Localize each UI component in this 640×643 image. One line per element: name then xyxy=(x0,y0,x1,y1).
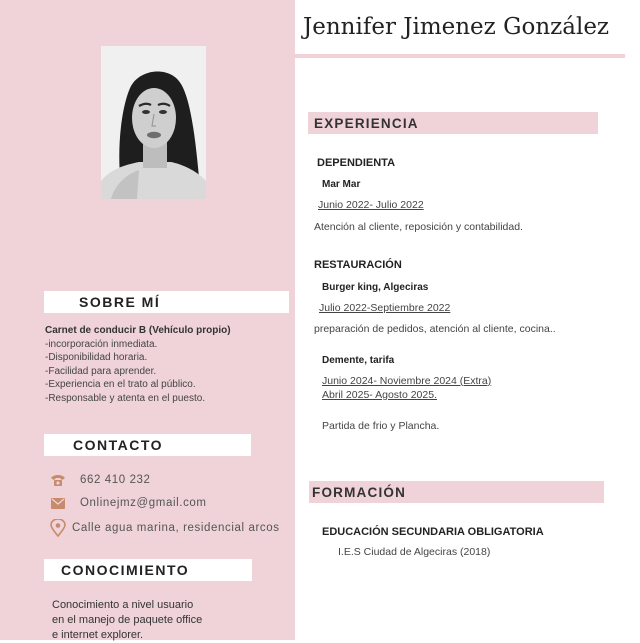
experience-heading-label: EXPERIENCIA xyxy=(314,115,419,131)
education-degree: EDUCACIÓN SECUNDARIA OBLIGATORIA xyxy=(322,526,544,538)
contact-heading xyxy=(44,434,251,456)
driving-license: Carnet de conducir B (Vehículo propio) xyxy=(45,325,231,336)
name-underline xyxy=(295,54,625,58)
knowledge-line: Conocimiento a nivel usuario xyxy=(52,599,194,611)
job-title: RESTAURACIÓN xyxy=(314,259,402,271)
job-company: Burger king, Algeciras xyxy=(322,282,429,293)
about-text xyxy=(45,324,231,406)
job-company: Demente, tarifa xyxy=(322,355,395,366)
job-dates: Junio 2022- Julio 2022 xyxy=(318,199,424,211)
education-school: I.E.S Ciudad de Algeciras (2018) xyxy=(338,546,491,558)
contact-phone xyxy=(50,472,151,488)
phone-icon xyxy=(50,472,66,488)
about-item: -Experiencia en el trato al público. xyxy=(45,379,196,391)
phone-number: 662 410 232 xyxy=(80,474,151,486)
job-description: Partida de frio y Plancha. xyxy=(322,420,440,432)
job-title: DEPENDIENTA xyxy=(317,157,396,169)
about-item: -Facilidad para aprender. xyxy=(45,365,157,377)
street-address: Calle agua marina, residencial arcos xyxy=(72,522,280,534)
education-heading-label: FORMACIÓN xyxy=(312,484,407,500)
job-dates: Julio 2022-Septiembre 2022 xyxy=(319,302,451,314)
job-dates: Junio 2024- Noviembre 2024 (Extra) xyxy=(322,375,492,387)
email-address: Onlinejmz@gmail.com xyxy=(80,497,207,509)
about-item: -incorporación inmediata. xyxy=(45,338,158,350)
about-item: -Responsable y atenta en el puesto. xyxy=(45,392,206,404)
profile-photo xyxy=(101,46,206,199)
knowledge-text xyxy=(52,598,202,643)
knowledge-line: e internet explorer. xyxy=(52,629,144,641)
knowledge-heading-label: CONOCIMIENTO xyxy=(61,562,190,578)
contact-address xyxy=(50,520,280,536)
about-item: -Disponibilidad horaria. xyxy=(45,352,148,364)
experience-heading xyxy=(308,112,598,134)
contact-email xyxy=(50,495,207,511)
job-description: Atención al cliente, reposición y contabilidad. xyxy=(314,221,523,233)
education-heading xyxy=(309,481,604,503)
about-heading xyxy=(44,291,289,313)
knowledge-heading xyxy=(44,559,252,581)
about-heading-label: SOBRE MÍ xyxy=(79,294,161,310)
job-dates: Abril 2025- Agosto 2025. xyxy=(322,389,437,401)
candidate-name: Jennifer Jimenez González xyxy=(303,14,610,40)
knowledge-line: en el manejo de paquete office xyxy=(52,614,203,626)
job-company: Mar Mar xyxy=(322,179,361,190)
contact-heading-label: CONTACTO xyxy=(73,437,164,453)
envelope-icon xyxy=(50,495,66,511)
location-pin-icon xyxy=(50,520,66,536)
job-description: preparación de pedidos, atención al cliente, cocina.. xyxy=(314,323,556,335)
